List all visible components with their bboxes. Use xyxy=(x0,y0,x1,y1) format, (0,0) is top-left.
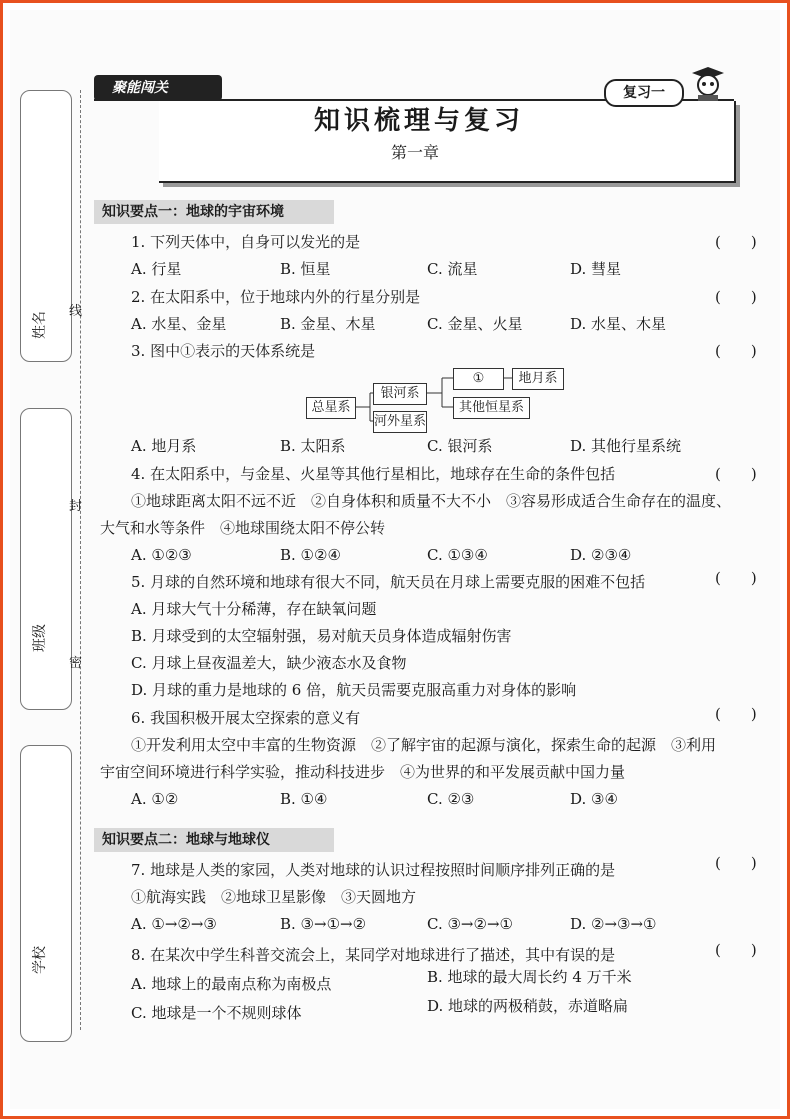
q2-option-d: D. 水星、木星 xyxy=(570,315,667,333)
q6-option-d: D. ③④ xyxy=(570,790,618,808)
q7-option-d: D. ②→③→① xyxy=(570,915,657,933)
q7-stem: 7. 地球是人类的家园，人类对地球的认识过程按照时间顺序排列正确的是 xyxy=(131,861,616,879)
q7-option-a: A. ①→②→③ xyxy=(131,915,217,933)
diagram-root-box: 总星系 xyxy=(306,397,356,419)
q2-paren: ( ) xyxy=(715,288,757,306)
logo-text: 聚能闯关 xyxy=(112,80,168,96)
q5-option-c: C. 月球上昼夜温差大，缺少液态水及食物 xyxy=(131,654,407,672)
binding-char-2: 封 xyxy=(69,499,83,514)
q5-option-a: A. 月球大气十分稀薄，存在缺氧问题 xyxy=(131,600,377,618)
q4-option-c: C. ①③④ xyxy=(427,546,488,564)
q7-paren: ( ) xyxy=(715,854,757,872)
section-heading-2: 知识要点二：地球与地球仪 xyxy=(94,828,334,852)
q3-option-a: A. 地月系 xyxy=(131,437,197,455)
q4-stem: 4. 在太阳系中，与金星、火星等其他行星相比，地球存在生命的条件包括 xyxy=(131,465,616,483)
diagram-earthmoon-box: 地月系 xyxy=(512,368,564,390)
q1-paren: ( ) xyxy=(715,233,757,251)
q1-option-d: D. 彗星 xyxy=(570,260,622,278)
q6-line2: 宇宙空间环境进行科学实验，推动科技进步 ④为世界的和平发展贡献中国力量 xyxy=(100,763,626,781)
diagram-galaxy-box: 银河系 xyxy=(373,383,427,405)
q3-option-d: D. 其他行星系统 xyxy=(570,437,682,455)
q3-option-c: C. 银河系 xyxy=(427,437,493,455)
q2-option-c: C. 金星、火星 xyxy=(427,315,523,333)
q8-option-b: B. 地球的最大周长约 4 万千米 xyxy=(427,968,632,986)
q2-option-b: B. 金星、木星 xyxy=(280,315,376,333)
q7-line1: ①航海实践 ②地球卫星影像 ③天圆地方 xyxy=(131,888,417,906)
q8-paren: ( ) xyxy=(715,941,757,959)
q4-paren: ( ) xyxy=(715,465,757,483)
q6-option-b: B. ①④ xyxy=(280,790,328,808)
q4-option-b: B. ①②④ xyxy=(280,546,341,564)
school-label: 学校 xyxy=(32,946,48,974)
binding-char-1: 线 xyxy=(69,304,83,319)
q6-option-a: A. ①② xyxy=(131,790,179,808)
q6-paren: ( ) xyxy=(715,705,757,723)
q2-option-a: A. 水星、金星 xyxy=(131,315,227,333)
name-label: 姓名 xyxy=(32,311,48,339)
q8-option-d: D. 地球的两极稍鼓，赤道略扁 xyxy=(427,997,629,1015)
q6-line1: ①开发利用太空中丰富的生物资源 ②了解宇宙的起源与演化，探索生命的起源 ③利用 xyxy=(131,736,717,754)
q8-stem: 8. 在某次中学生科普交流会上，某同学对地球进行了描述，其中有误的是 xyxy=(131,946,616,964)
q3-option-b: B. 太阳系 xyxy=(280,437,346,455)
q4-option-d: D. ②③④ xyxy=(570,546,632,564)
q8-option-c: C. 地球是一个不规则球体 xyxy=(131,1004,302,1022)
q4-line2: 大气和水等条件 ④地球围绕太阳不停公转 xyxy=(100,519,386,537)
q1-option-b: B. 恒星 xyxy=(280,260,331,278)
q8-option-a: A. 地球上的最南点称为南极点 xyxy=(131,975,332,993)
q6-option-c: C. ②③ xyxy=(427,790,475,808)
q5-stem: 5. 月球的自然环境和地球有很大不同，航天员在月球上需要克服的困难不包括 xyxy=(131,573,646,591)
page-title: 知识梳理与复习 xyxy=(314,106,525,136)
q7-option-b: B. ③→①→② xyxy=(280,915,367,933)
q7-option-c: C. ③→②→① xyxy=(427,915,513,933)
q4-line1: ①地球距离太阳不远不近 ②自身体积和质量不大不小 ③容易形成适合生命存在的温度、 xyxy=(131,492,732,510)
q2-stem: 2. 在太阳系中，位于地球内外的行星分别是 xyxy=(131,288,421,306)
q4-option-a: A. ①②③ xyxy=(131,546,192,564)
review-tab-label: 复习一 xyxy=(623,85,665,101)
section-heading-1: 知识要点一：地球的宇宙环境 xyxy=(94,200,334,224)
q3-stem: 3. 图中①表示的天体系统是 xyxy=(131,342,316,360)
q3-paren: ( ) xyxy=(715,342,757,360)
diagram-extragalaxy-box: 河外星系 xyxy=(373,411,427,433)
q1-option-a: A. 行星 xyxy=(131,260,182,278)
q6-stem: 6. 我国积极开展太空探索的意义有 xyxy=(131,709,361,727)
chapter-title: 第一章 xyxy=(391,143,440,162)
q5-paren: ( ) xyxy=(715,569,757,587)
q1-option-c: C. 流星 xyxy=(427,260,478,278)
q1-stem: 1. 下列天体中，自身可以发光的是 xyxy=(131,233,361,251)
diagram-mark-box: ① xyxy=(453,368,504,390)
q5-option-b: B. 月球受到的太空辐射强，易对航天员身体造成辐射伤害 xyxy=(131,627,512,645)
diagram-other-box: 其他恒星系 xyxy=(453,397,530,419)
q5-option-d: D. 月球的重力是地球的 6 倍，航天员需要克服高重力对身体的影响 xyxy=(131,681,577,699)
class-label: 班级 xyxy=(32,624,48,652)
binding-char-3: 密 xyxy=(69,656,83,671)
